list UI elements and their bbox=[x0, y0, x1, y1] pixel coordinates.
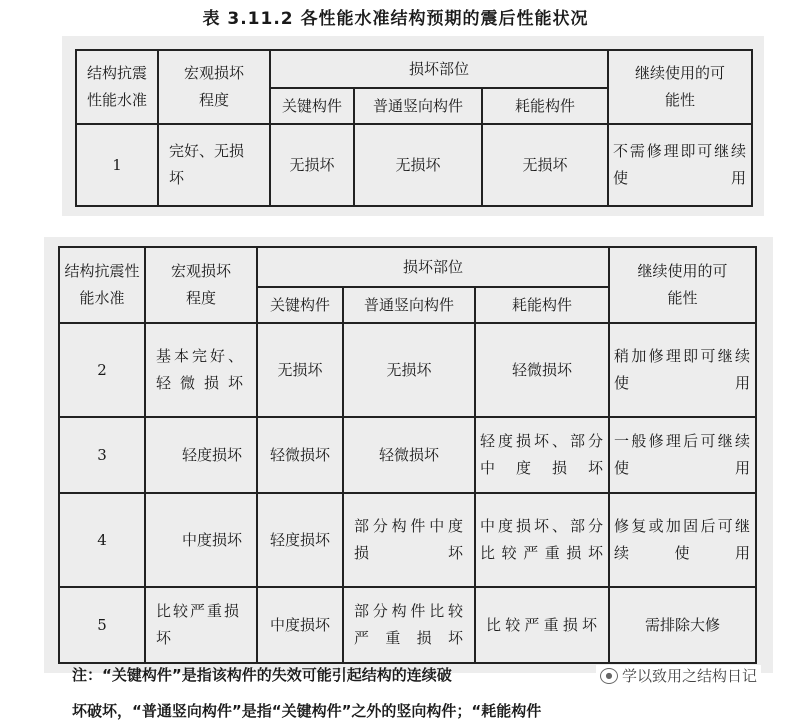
table-row bbox=[59, 417, 756, 493]
header-energy: 耗能构件 bbox=[482, 88, 608, 124]
cell-usability: 稍加修理即可继续使用 bbox=[609, 323, 756, 417]
cell-level: 4 bbox=[59, 493, 145, 587]
cell-energy: 轻微损坏 bbox=[475, 323, 609, 417]
cell-key: 轻微损坏 bbox=[257, 417, 343, 493]
wechat-icon: ● bbox=[600, 668, 618, 684]
cell-level: 2 bbox=[59, 323, 145, 417]
cell-macro: 完好、无损坏 bbox=[158, 124, 270, 206]
header-usability: 继续使用的可能性 bbox=[609, 247, 756, 323]
cell-macro: 基本完好、轻微损坏 bbox=[145, 323, 257, 417]
cell-vertical: 无损坏 bbox=[343, 323, 475, 417]
table-row bbox=[59, 493, 756, 587]
cell-key: 中度损坏 bbox=[257, 587, 343, 663]
cell-usability: 不需修理即可继续使用 bbox=[608, 124, 752, 206]
cell-key: 无损坏 bbox=[257, 323, 343, 417]
cell-macro: 比较严重损坏 bbox=[145, 587, 257, 663]
header-damage-group: 损坏部位 bbox=[257, 247, 609, 287]
cell-level: 1 bbox=[76, 124, 158, 206]
cell-energy: 中度损坏、部分比较严重损坏 bbox=[475, 493, 609, 587]
header-key: 关键构件 bbox=[257, 287, 343, 323]
cell-energy: 轻度损坏、部分中度损坏 bbox=[475, 417, 609, 493]
cell-macro: 轻度损坏 bbox=[145, 417, 257, 493]
cell-level: 5 bbox=[59, 587, 145, 663]
cell-vertical: 轻微损坏 bbox=[343, 417, 475, 493]
table-row bbox=[76, 124, 752, 206]
watermark bbox=[596, 665, 761, 686]
cell-vertical: 部分构件比较严重损坏 bbox=[343, 587, 475, 663]
footnote-line-2: 坏破坏，“普通竖向构件”是指“关键构件”之外的竖向构件；“耗能构件 bbox=[72, 702, 542, 720]
header-level: 结构抗震性能水准 bbox=[59, 247, 145, 323]
header-macro: 宏观损坏程度 bbox=[145, 247, 257, 323]
cell-level: 3 bbox=[59, 417, 145, 493]
header-key: 关键构件 bbox=[270, 88, 354, 124]
cell-usability: 一般修理后可继续使用 bbox=[609, 417, 756, 493]
header-energy: 耗能构件 bbox=[475, 287, 609, 323]
performance-table-2 bbox=[58, 246, 757, 664]
table-row bbox=[59, 323, 756, 417]
cell-vertical: 部分构件中度损坏 bbox=[343, 493, 475, 587]
footnote: 注：“关键构件”是指该构件的失效可能引起结构的连续破 bbox=[72, 666, 452, 684]
header-damage-group: 损坏部位 bbox=[270, 50, 608, 88]
table-row bbox=[59, 587, 756, 663]
watermark-text: 学以致用之结构日记 bbox=[621, 667, 757, 685]
performance-table-1 bbox=[75, 49, 753, 207]
cell-usability: 修复或加固后可继续使用 bbox=[609, 493, 756, 587]
header-usability: 继续使用的可能性 bbox=[608, 50, 752, 124]
cell-vertical: 无损坏 bbox=[354, 124, 482, 206]
cell-key: 轻度损坏 bbox=[257, 493, 343, 587]
cell-key: 无损坏 bbox=[270, 124, 354, 206]
header-vertical: 普通竖向构件 bbox=[354, 88, 482, 124]
cell-macro: 中度损坏 bbox=[145, 493, 257, 587]
header-macro: 宏观损坏程度 bbox=[158, 50, 270, 124]
header-vertical: 普通竖向构件 bbox=[343, 287, 475, 323]
cell-energy: 无损坏 bbox=[482, 124, 608, 206]
cell-usability: 需排除大修 bbox=[609, 587, 756, 663]
cell-energy: 比较严重损坏 bbox=[475, 587, 609, 663]
header-level: 结构抗震性能水准 bbox=[76, 50, 158, 124]
table-caption: 表 3.11.2 各性能水准结构预期的震后性能状况 bbox=[202, 9, 589, 29]
